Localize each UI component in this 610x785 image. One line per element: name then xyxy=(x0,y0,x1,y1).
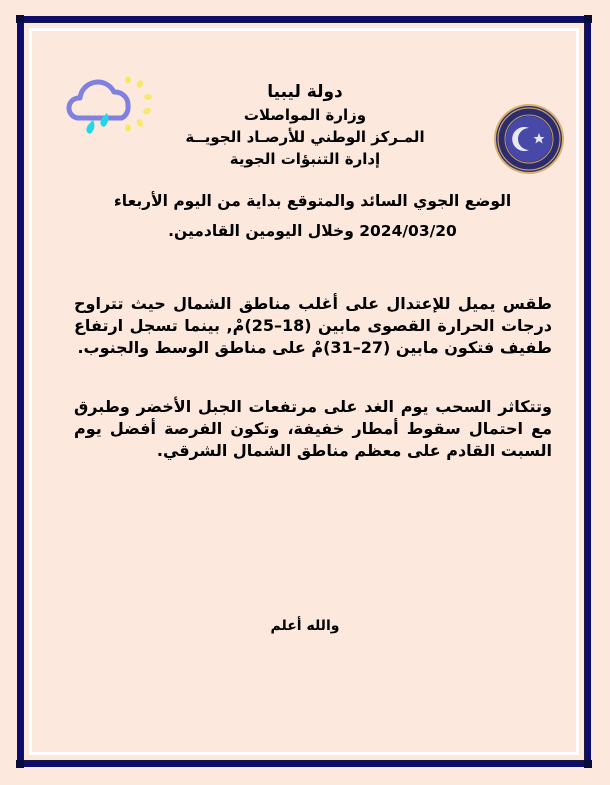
border-corner xyxy=(16,760,24,768)
department-name: إدارة التنبؤات الجوية xyxy=(229,150,381,168)
forecast-title xyxy=(80,186,545,246)
forecast-title-line1: الوضع الجوي السائد والمتوقع بداية من اليوم الأربعاء xyxy=(113,192,512,210)
ministry-name: وزارة المواصلات xyxy=(243,106,367,124)
border-corner xyxy=(584,15,592,23)
center-name: المـركز الوطني للأرصـاد الجويــة xyxy=(185,128,425,146)
border-corner xyxy=(584,760,592,768)
forecast-paragraph-clouds: وتتكاثر السحب يوم الغد على مرتفعات الجبل الأخضر وطبرق مع احتمال سقوط أمطار خفيفة، وتكون الفرصة أفضل يوم السبت القادم على معظم مناطق الشمال الشرقي. xyxy=(74,397,552,460)
forecast-paragraph-temperature: طقس يميل للإعتدال على أغلب مناطق الشمال حيث تتراوح درجات الحرارة القصوى مابين (18–25)مْ, بينما تسجل ارتفاع طفيف فتكون مابين (27–31)مْ على مناطق الوسط والجنوب. xyxy=(74,294,553,357)
country-name: دولة ليبيا xyxy=(267,82,343,102)
border-corner xyxy=(16,15,24,23)
forecast-title-line2: 2024/03/20 وخلال اليومين القادمين. xyxy=(168,222,457,240)
letterhead xyxy=(140,80,470,170)
national-meteorological-center-seal xyxy=(493,103,565,175)
closing-phrase: والله أعلم xyxy=(270,618,340,634)
